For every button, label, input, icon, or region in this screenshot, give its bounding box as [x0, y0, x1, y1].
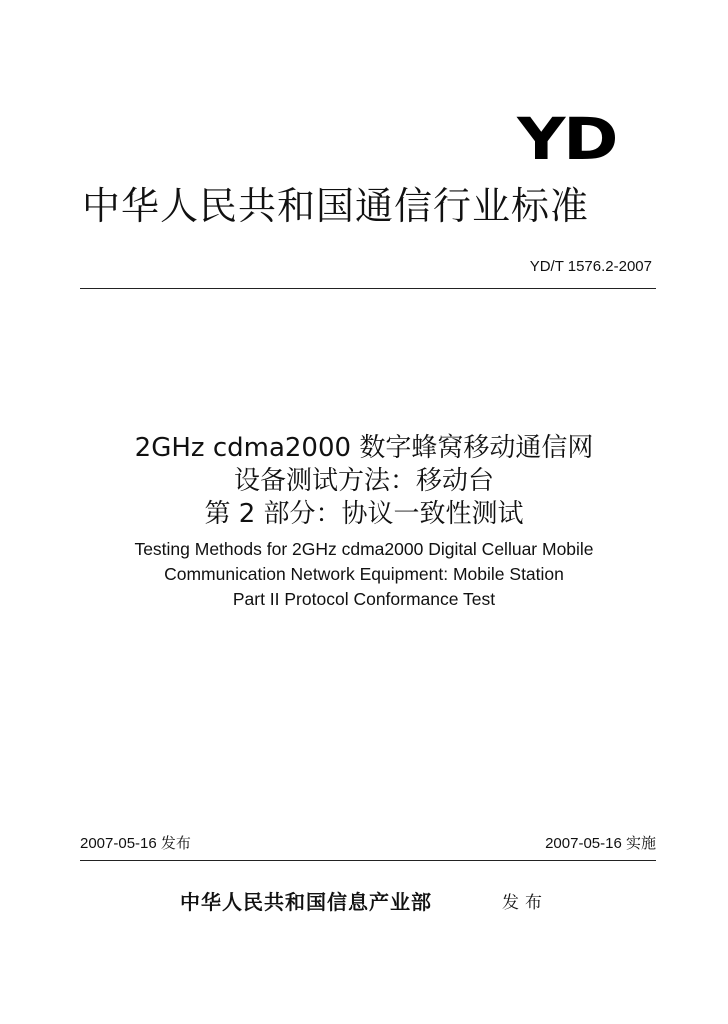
- publisher: 中华人民共和国信息产业部: [180, 890, 432, 914]
- title-en-line-3: Part II Protocol Conformance Test: [232, 589, 496, 609]
- title-cn-line-1: 2GHz cdma2000 数字蜂窝移动通信网: [134, 433, 594, 463]
- title-en-line-2: Communication Network Equipment: Mobile Station: [164, 564, 564, 584]
- implementation-date: 2007-05-16 实施: [545, 835, 656, 852]
- header-divider: [80, 288, 656, 289]
- title-cn-line-2: 设备测试方法：移动台: [233, 466, 494, 496]
- title-cn-line-3: 第 2 部分：协议一致性测试: [204, 499, 524, 529]
- title-en-line-1: Testing Methods for 2GHz cdma2000 Digital Celluar Mobile: [134, 539, 594, 559]
- publisher-action: 发布: [502, 893, 548, 913]
- standard-number: YD/T 1576.2-2007: [529, 258, 652, 275]
- title-block: [60, 432, 668, 612]
- footer-divider: [80, 860, 656, 861]
- standard-category: 中华人民共和国通信行业标准: [82, 184, 590, 228]
- issue-date: 2007-05-16 发布: [80, 835, 191, 852]
- yd-logo: YD: [516, 105, 616, 173]
